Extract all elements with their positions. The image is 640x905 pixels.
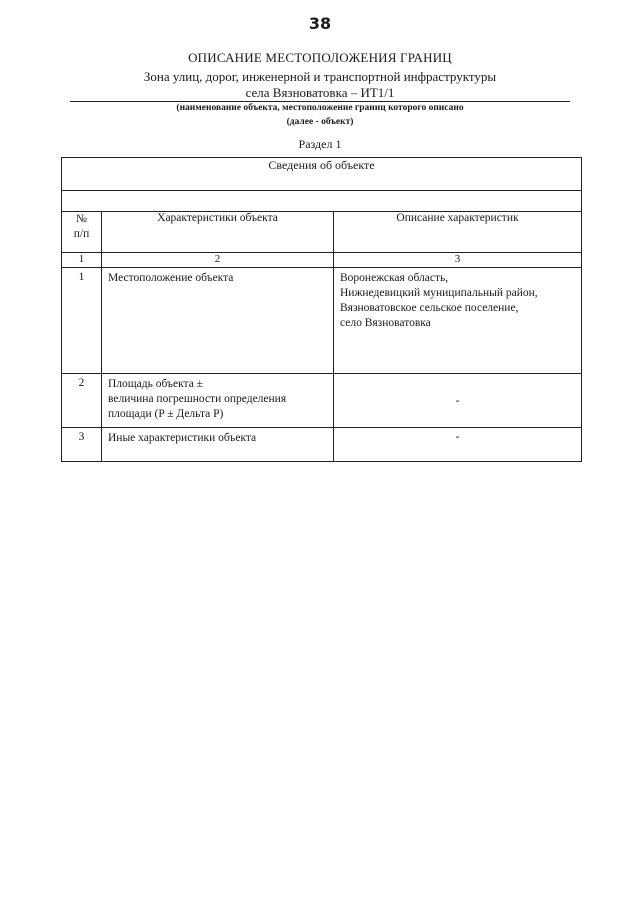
description-line: село Вязноватовка (340, 317, 431, 329)
table-blank-row (62, 191, 582, 212)
document-title: ОПИСАНИЕ МЕСТОПОЛОЖЕНИЯ ГРАНИЦ (188, 50, 452, 65)
table-header-row (62, 212, 582, 253)
row-number: 1 (62, 268, 102, 374)
header-num (62, 212, 102, 253)
row-number: 2 (62, 374, 102, 428)
table-row (62, 428, 582, 462)
row-characteristic (102, 374, 334, 428)
row-characteristic: Местоположение объекта (102, 268, 334, 374)
caption-note-line-2: (далее - объект) (286, 117, 354, 127)
row-number: 3 (62, 428, 102, 462)
row-characteristic: Иные характеристики объекта (102, 428, 334, 462)
object-name-line-1: Зона улиц, дорог, инженерной и транспортной инфраструктуры (143, 69, 497, 84)
object-info-table (61, 157, 582, 462)
column-number: 3 (334, 253, 582, 268)
description-line: Вязноватовское сельское поселение, (340, 302, 519, 314)
table-title-row (62, 158, 582, 191)
row-description: - (334, 428, 582, 462)
row-description (334, 268, 582, 374)
characteristic-line: Площадь объекта ± (108, 378, 203, 390)
object-name-line-2: села Вязноватовка – ИТ1/1 (245, 85, 395, 100)
table-row (62, 268, 582, 374)
description-line: Нижнедевицкий муниципальный район, (340, 287, 538, 299)
characteristic-line: площади (P ± Дельта P) (108, 408, 224, 420)
table-title: Сведения об объекте (62, 158, 582, 191)
page-number: 38 (308, 14, 332, 33)
description-line: Воронежская область, (340, 272, 449, 284)
underline-rule (70, 101, 570, 102)
caption-note-line-1: (наименование объекта, местоположение границ которого описано (176, 103, 464, 113)
row-description: - (334, 374, 582, 428)
column-number: 1 (62, 253, 102, 268)
header-characteristics: Характеристики объекта (102, 212, 334, 253)
header-num-line-2: п/п (73, 228, 90, 240)
header-num-line-1: № (76, 213, 87, 225)
table-row (62, 374, 582, 428)
characteristic-line: величина погрешности определения (108, 393, 287, 405)
header-description: Описание характеристик (334, 212, 582, 253)
column-number: 2 (102, 253, 334, 268)
section-label: Раздел 1 (298, 137, 342, 151)
column-numbers-row (62, 253, 582, 268)
